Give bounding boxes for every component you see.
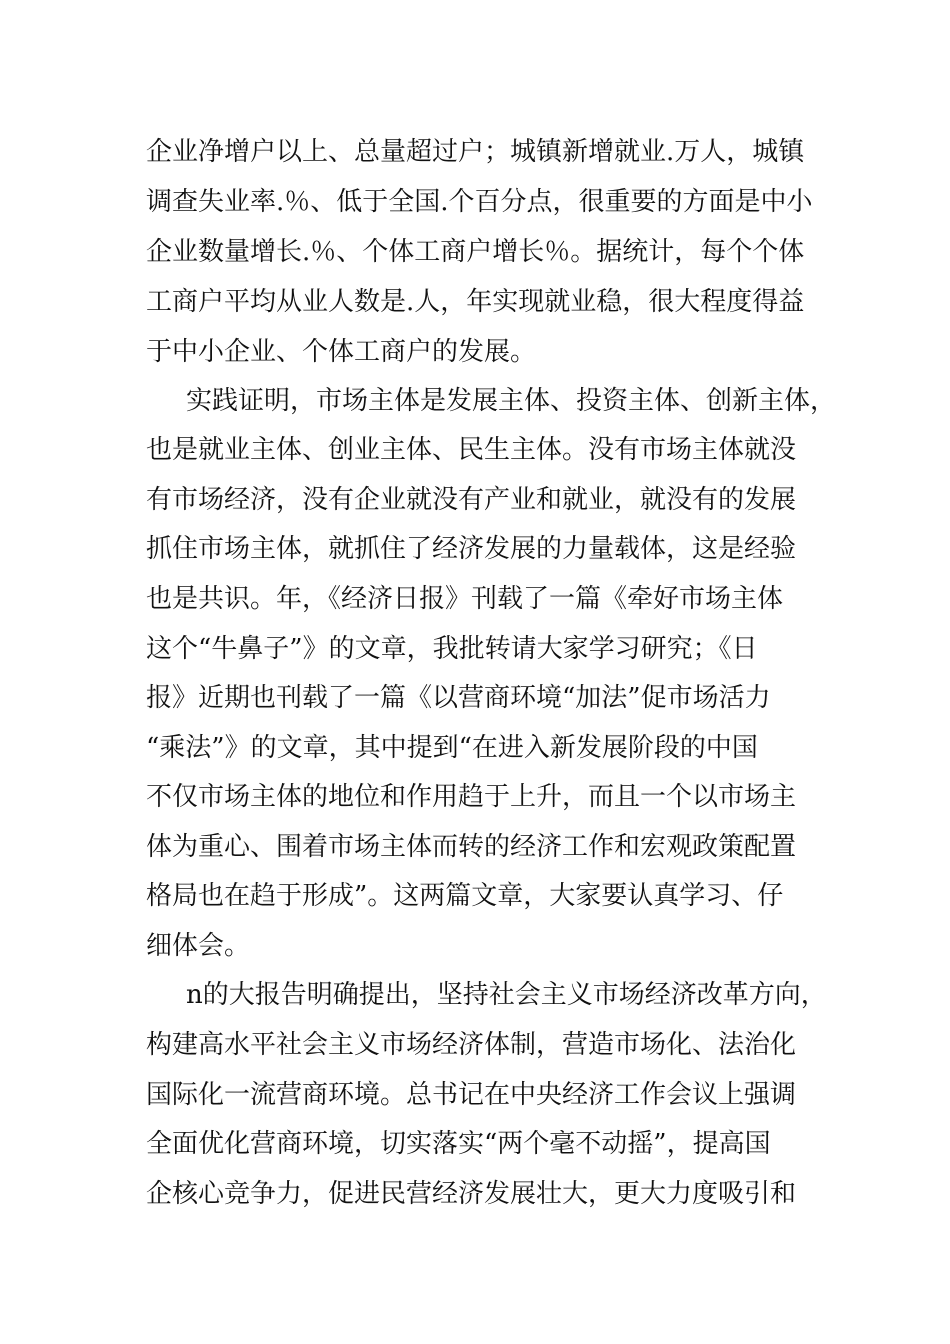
text-line-15: 体为重心、围着市场主体而转的经济工作和宏观政策配置 (146, 832, 797, 862)
text-line-8: 有市场经济，没有企业就没有产业和就业，就没有的发展 (146, 485, 797, 515)
text-line-12: 报》近期也刊载了一篇《以营商环境“加法”促市场活力 (146, 683, 771, 713)
text-line-16: 格局也在趋于形成”。这两篇文章，大家要认真学习、仔 (146, 881, 784, 911)
text-line-14: 不仅市场主体的地位和作用趋于上升，而且一个以市场主 (146, 782, 797, 812)
text-line-22: 企核心竞争力，促进民营经济发展壮大，更大力度吸引和 (146, 1179, 797, 1209)
text-line-2: 调查失业率.％、低于全国.个百分点，很重要的方面是中小 (146, 187, 813, 217)
text-line-20: 国际化一流营商环境。总书记在中央经济工作会议上强调 (146, 1080, 797, 1110)
text-line-18: n的大报告明确提出，坚持社会主义市场经济改革方向， (186, 980, 827, 1010)
text-line-6: 实践证明，市场主体是发展主体、投资主体、创新主体， (186, 386, 837, 416)
text-line-17: 细体会。 (146, 931, 251, 961)
text-line-5: 于中小企业、个体工商户的发展。 (146, 337, 537, 367)
text-line-19: 构建高水平社会主义市场经济体制，营造市场化、法治化 (146, 1030, 797, 1060)
text-line-9: 抓住市场主体，就抓住了经济发展的力量载体，这是经验 (146, 534, 797, 564)
text-line-10: 也是共识。年，《经济日报》刊载了一篇《牵好市场主体 (146, 584, 784, 614)
text-line-4: 工商户平均从业人数是.人，年实现就业稳，很大程度得益 (146, 287, 805, 317)
text-line-3: 企业数量增长.％、个体工商户增长％。据统计，每个个体 (146, 237, 805, 267)
text-line-1: 企业净增户以上、总量超过户；城镇新增就业.万人，城镇 (146, 137, 805, 167)
text-line-21: 全面优化营商环境，切实落实“两个毫不动摇”，提高国 (146, 1129, 771, 1159)
text-line-11: 这个“牛鼻子”》的文章，我批转请大家学习研究；《日 (146, 634, 758, 664)
text-line-7: 也是就业主体、创业主体、民生主体。没有市场主体就没 (146, 435, 797, 465)
text-line-13: “乘法”》的文章，其中提到“在进入新发展阶段的中国 (146, 733, 758, 763)
